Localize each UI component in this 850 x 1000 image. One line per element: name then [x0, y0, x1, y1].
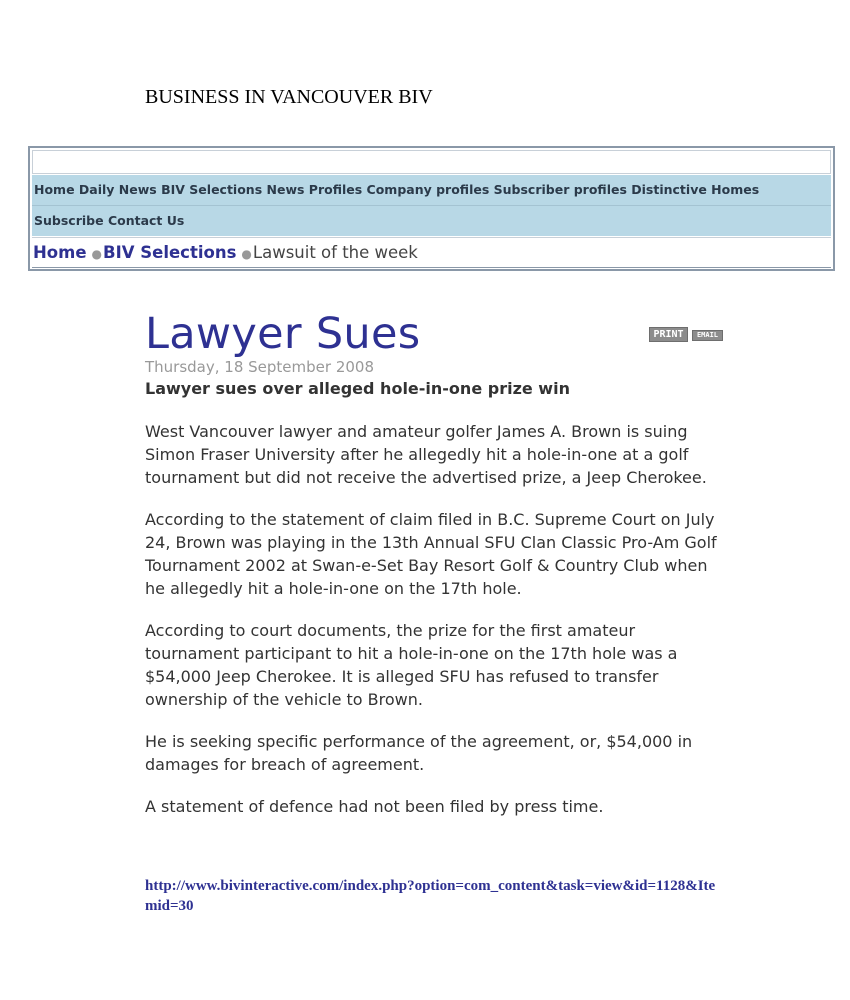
nav-menu [32, 175, 831, 236]
nav-item-home[interactable]: Home [34, 182, 75, 197]
email-button[interactable]: EMAIL [692, 330, 723, 341]
article-paragraph: He is seeking specific performance of the agreement, or, $54,000 in damages for breach of agreement. [145, 732, 693, 774]
print-button[interactable]: PRINT [649, 327, 688, 342]
nav-item-subscriber-profiles[interactable]: Subscriber profiles [493, 182, 627, 197]
site-title: BUSINESS IN VANCOUVER BIV [145, 86, 433, 108]
breadcrumb-biv-selections[interactable]: BIV Selections [103, 243, 237, 262]
article-date: Thursday, 18 September 2008 [145, 358, 374, 376]
nav-item-biv-selections[interactable]: BIV Selections [161, 182, 263, 197]
article-paragraph: According to the statement of claim filed in B.C. Supreme Court on July 24, Brown was playing in the 13th Annual SFU Clan Classic Pro-Am Golf Tournament 2002 at Swan-e-Set Bay Resort Golf & Country Club when he allegedly hit a hole-in-one on the 17th hole. [145, 510, 717, 598]
article-paragraph: According to court documents, the prize for the first amateur tournament participant to hit a hole-in-one on the 17th hole was a $54,000 Jeep Cherokee. It is alleged SFU has refused to transfer ownership of the vehicle to Brown. [145, 621, 678, 709]
breadcrumb [32, 237, 831, 268]
article-paragraph: A statement of defence had not been filed by press time. [145, 797, 604, 816]
nav-row-1 [34, 175, 759, 205]
bullet-icon: ● [91, 247, 103, 261]
bullet-icon: ● [241, 247, 252, 261]
nav-item-subscribe[interactable]: Subscribe [34, 213, 104, 228]
nav-row-2 [34, 206, 184, 236]
article-paragraph: West Vancouver lawyer and amateur golfer James A. Brown is suing Simon Fraser University after he allegedly hit a hole-in-one at a golf tournament but did not receive the advertised prize, a Jeep Cherokee. [145, 422, 707, 487]
breadcrumb-home[interactable]: Home [33, 243, 87, 262]
nav-item-news-profiles[interactable]: News Profiles [266, 182, 363, 197]
nav-item-distinctive-homes[interactable]: Distinctive Homes [631, 182, 760, 197]
source-url-link[interactable]: http://www.bivinteractive.com/index.php?option=com_content&task=view&id=1128&Itemid=30 [145, 878, 716, 914]
article-body [145, 420, 725, 837]
nav-item-company-profiles[interactable]: Company profiles [366, 182, 490, 197]
nav-top-strip [32, 150, 831, 174]
article-subtitle: Lawyer sues over alleged hole-in-one prize win [145, 379, 570, 398]
article-title: Lawyer Sues [145, 309, 421, 359]
breadcrumb-current: Lawsuit of the week [252, 243, 418, 262]
nav-item-contact-us[interactable]: Contact Us [107, 213, 185, 228]
nav-item-daily-news[interactable]: Daily News [78, 182, 157, 197]
navigation-panel [28, 146, 835, 271]
